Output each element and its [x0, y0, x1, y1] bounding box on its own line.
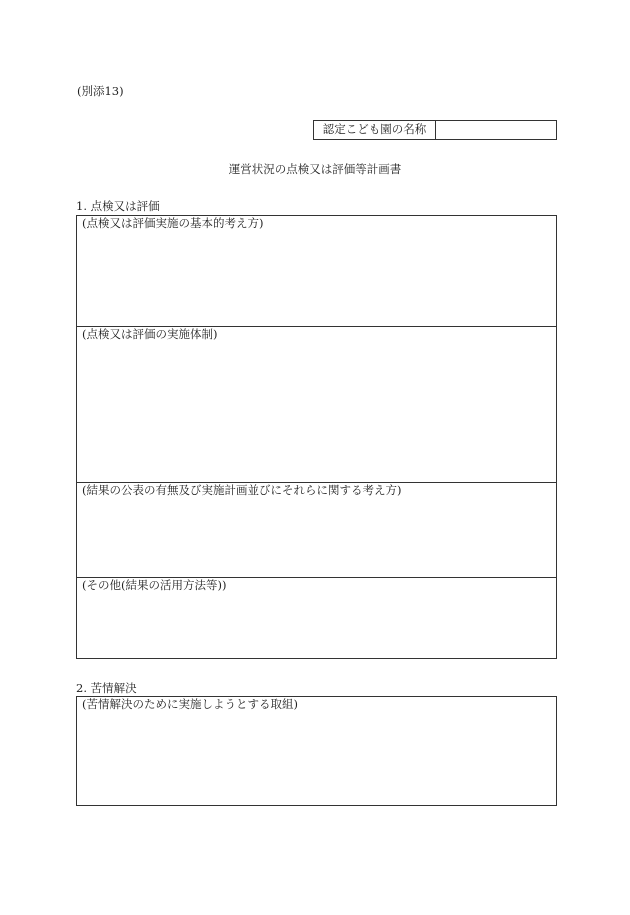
cell-label: (結果の公表の有無及び実施計画並びにそれらに関する考え方)	[82, 483, 402, 497]
facility-name-field[interactable]	[436, 121, 556, 139]
cell-label: (その他(結果の活用方法等))	[82, 578, 227, 592]
section-1-cell-basic-approach[interactable]	[77, 216, 556, 326]
section-1-cell-system[interactable]	[77, 326, 556, 482]
section-2-cell-complaint-resolution[interactable]	[77, 697, 556, 805]
facility-name-label: 認定こども園の名称	[314, 121, 436, 139]
section-1-cell-publication[interactable]	[77, 482, 556, 577]
attachment-number: (別添13)	[77, 84, 124, 98]
section-1-heading: 1. 点検又は評価	[76, 199, 160, 213]
cell-label: (点検又は評価実施の基本的考え方)	[82, 216, 264, 230]
section-2-heading: 2. 苦情解決	[76, 681, 137, 695]
cell-label: (点検又は評価の実施体制)	[82, 327, 218, 341]
facility-name-box	[313, 120, 557, 140]
section-2-table	[76, 696, 557, 806]
cell-label: (苦情解決のために実施しようとする取組)	[82, 697, 298, 711]
section-1-table	[76, 215, 557, 659]
section-1-cell-other[interactable]	[77, 577, 556, 658]
document-title: 運営状況の点検又は評価等計画書	[228, 162, 402, 176]
